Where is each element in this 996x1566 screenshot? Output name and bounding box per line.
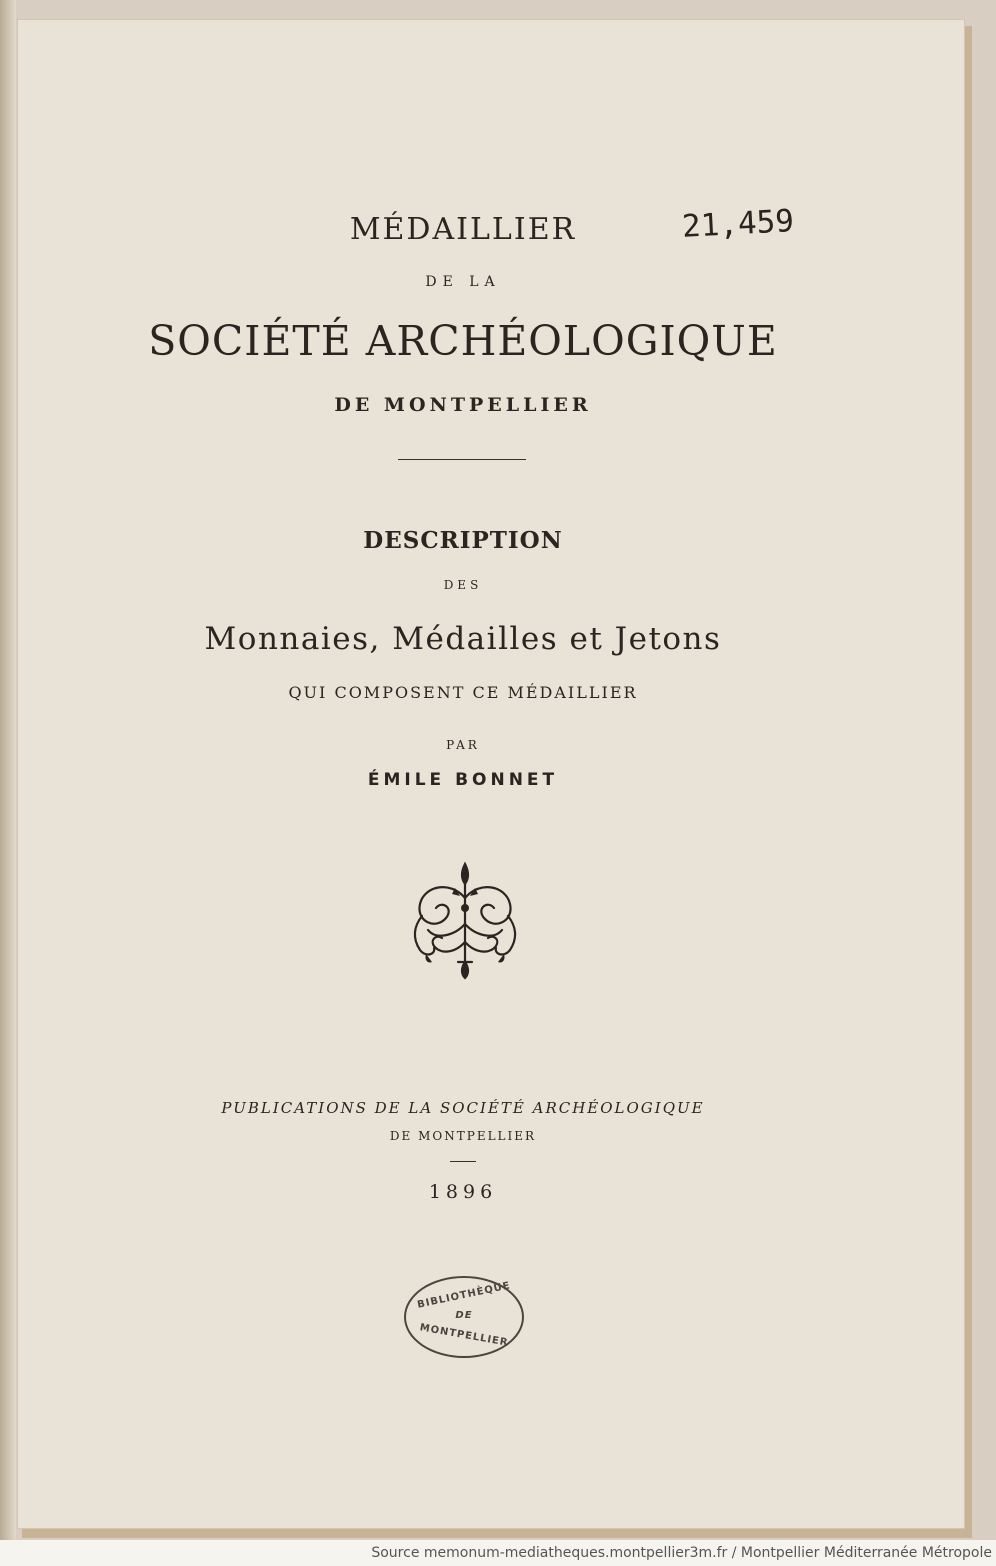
title-medaillier: MÉDAILLIER: [349, 212, 577, 247]
stamp-line-1: BIBLIOTHÈQUE: [416, 1280, 512, 1311]
title-page: [18, 20, 964, 1528]
source-credit[interactable]: Source memonum-mediatheques.montpellier3m.fr / Montpellier Méditerranée Métropole: [371, 1545, 992, 1561]
description-heading: DESCRIPTION: [363, 527, 563, 554]
fleuron-ornament-icon: [406, 858, 524, 982]
subtitle-qui-composent: QUI COMPOSENT CE MÉDAILLIER: [288, 683, 638, 702]
author-name: ÉMILE BONNET: [367, 770, 559, 790]
author-par: PAR: [446, 738, 480, 752]
description-des: DES: [443, 578, 483, 592]
imprint-year: 1896: [428, 1181, 498, 1203]
stamp-line-3: MONTPELLIER: [418, 1322, 510, 1349]
title-societe-archeologique: SOCIÉTÉ ARCHÉOLOGIQUE: [148, 317, 778, 365]
handwritten-shelfmark: 21,459: [681, 203, 795, 245]
stamp-line-2: DE: [455, 1310, 473, 1321]
library-stamp: [404, 1276, 524, 1358]
imprint-divider: [450, 1161, 476, 1162]
title-divider: [398, 459, 526, 460]
imprint-city: DE MONTPELLIER: [389, 1129, 537, 1143]
title-de-la: DE LA: [425, 274, 501, 290]
imprint-publications: PUBLICATIONS DE LA SOCIÉTÉ ARCHÉOLOGIQUE: [221, 1099, 705, 1117]
binding-gutter: [0, 0, 16, 1540]
subtitle-monnaies: Monnaies, Médailles et Jetons: [204, 621, 722, 657]
title-de-montpellier: DE MONTPELLIER: [334, 394, 592, 416]
source-credit-bar: [0, 1540, 996, 1566]
